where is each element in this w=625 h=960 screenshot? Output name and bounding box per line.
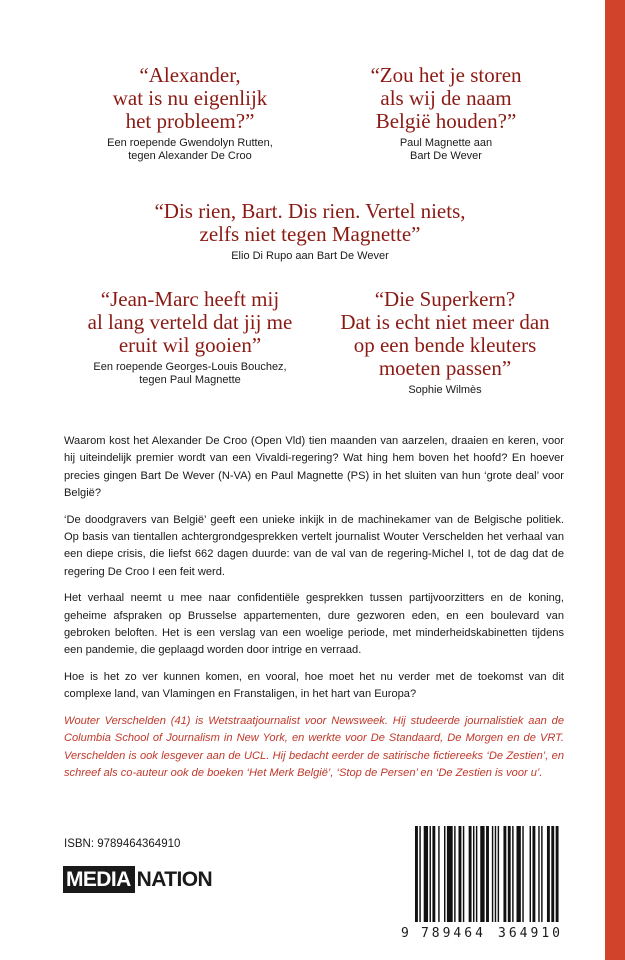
publisher-logo [63,866,212,893]
blurb-paragraph: Het verhaal neemt u mee naar confidentiële gesprekken tussen partijvoorzitters en de koning, geheime afspraken op Brusselse appartementen, dure gezworen eden, en een boulevard van gebroken beloften. Het is een verslag van een woelige periode, met minderheidskabinetten tijdens een pandemie, die geplaagd worden door intrige en verraad. [64,592,564,657]
barcode-bar [454,826,455,922]
author-bio: Wouter Verschelden (41) is Wetstraatjournalist voor Newsweek. Hij studeerde journalistiek aan de Columbia School of Journalism in New York, en werkte voor De Standaard, De Morgen en de VRT. Verschelden is ook lesgever aan de UCL. Hij bedacht eerder de satirische fictiereeks ‘De Zestien’, en schreef als co-auteur ook de boeken ‘Het Merk België’, ‘Stop de Persen’ en ‘De Zestien is voor u’. [64,715,564,780]
barcode-bar [503,826,506,922]
barcode-bar [556,826,559,922]
barcode-digit-group: 789464 [420,926,486,941]
barcode-bar [447,826,453,922]
barcode-bar [473,826,474,922]
blurb-paragraph: Hoe is het zo ver kunnen komen, en vooral, hoe moet het nu verder met de toekomst van dit complexe land, van Vlamingen en Franstaligen, in het hart van Europa? [64,671,564,701]
barcode-bar [495,826,496,922]
quote-text: “Jean-Marc heeft mij al lang verteld dat jij me eruit wil gooien” [87,287,293,357]
barcode-bar [432,826,435,922]
quote-text: “Dis rien, Bart. Dis rien. Vertel niets, zelfs niet tegen Magnette” [154,199,466,246]
barcode-number [401,926,563,941]
barcode-bar [476,826,477,922]
barcode-bar [492,826,493,922]
barcode-bar [444,826,445,922]
barcode-digit-group: 9 [401,926,409,941]
barcode-bar [419,826,420,922]
quote-text: “Zou het je storen als wij de naam België houden?” [370,63,522,133]
quote-attribution: Paul Magnette aan Bart De Wever [399,137,493,162]
barcode-bar [415,826,418,922]
quote-text: “Alexander, wat is nu eigenlijk het probleem?” [112,63,268,133]
barcode-bar [508,826,511,922]
barcode-bar [512,826,513,922]
blurb-paragraph: ‘De doodgravers van België’ geeft een unieke inkijk in de machinekamer van de Belgische politiek. Op basis van tientallen achtergrondgesprekken vertelt journalist Wouter Verschelden het verhaal van een diepe crisis, die liefst 662 dagen duurde: van de val van de regering-Michel I, tot de dag dat de regering De Croo I een feit werd. [64,513,564,578]
barcode [401,826,563,946]
quote-attribution: Elio Di Rupo aan Bart De Wever [231,250,389,262]
publisher-logo-part2: NATION [136,868,213,891]
publisher-logo-part1: MEDIA [63,866,135,893]
blurb [64,433,564,792]
barcode-bar [498,826,499,922]
quote-magnette [336,64,556,163]
quote-bouchez [60,288,320,387]
isbn-text: ISBN: 9789464364910 [64,838,181,850]
barcode-bar [517,826,521,922]
barcode-bars [401,826,563,926]
blurb-paragraph: Waarom kost het Alexander De Croo (Open Vld) tien maanden van aarzelen, draaien en keren, voor hij uiteindelijk premier wordt van een Vivaldi-regering? Wat hing hem boven het hoofd? En hoever precies gingen Bart De Wever (N-VA) en Paul Magnette (PS) in het sluiten van hun ‘grote deal’ voor België? [64,435,564,499]
quote-wilmes [320,288,570,397]
barcode-bar [541,826,542,922]
quote-di-rupo [110,200,510,263]
barcode-bar [486,826,489,922]
barcode-bar [424,826,428,922]
barcode-bar [522,826,523,922]
barcode-bar [463,826,464,922]
barcode-bar [459,826,462,922]
barcode-bar [480,826,484,922]
quote-attribution: Sophie Wilmès [408,384,482,396]
quote-attribution: Een roepende Georges-Louis Bouchez, tegen Paul Magnette [93,361,287,386]
barcode-bar [430,826,431,922]
barcode-digit-group: 364910 [498,926,563,941]
barcode-bar [547,826,550,922]
quote-rutten [70,64,310,163]
barcode-bar [530,826,531,922]
barcode-bar [469,826,472,922]
book-spine-edge [605,0,625,960]
quote-attribution: Een roepende Gwendolyn Rutten, tegen Alexander De Croo [107,137,273,162]
barcode-bar [538,826,539,922]
barcode-bar [438,826,439,922]
quote-text: “Die Superkern? Dat is echt niet meer dan op een bende kleuters moeten passen” [340,287,550,380]
barcode-bar [551,826,554,922]
barcode-bar [532,826,535,922]
